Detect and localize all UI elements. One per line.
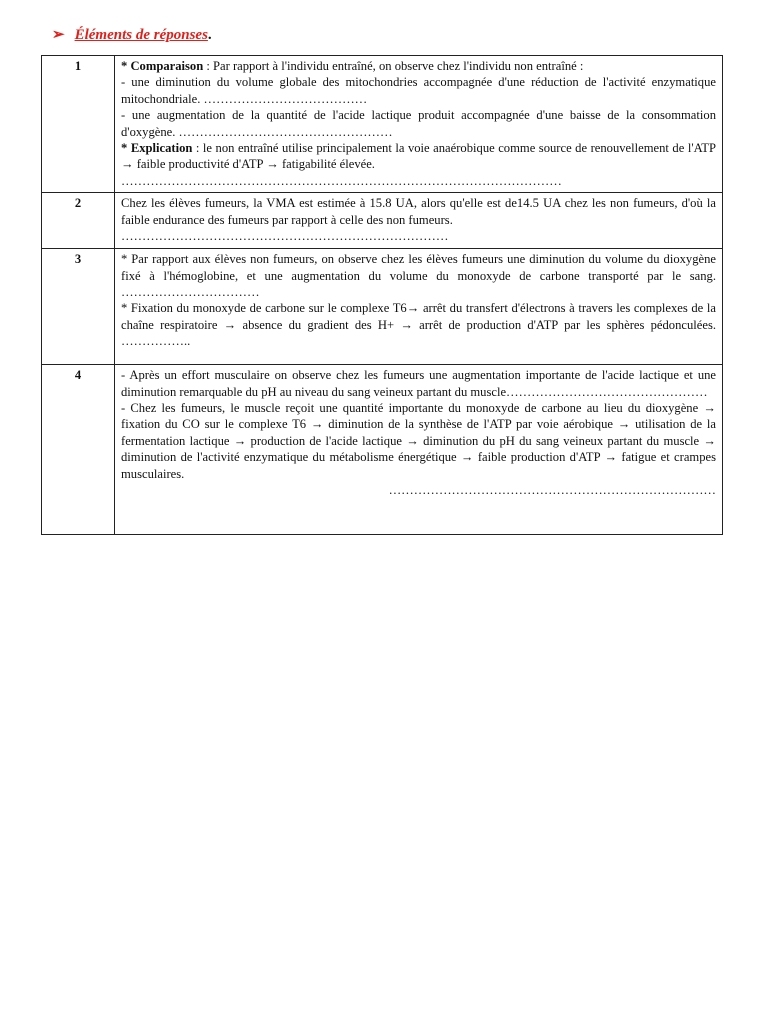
section-heading bbox=[52, 25, 212, 44]
comparaison-label: * Comparaison bbox=[121, 59, 204, 73]
answer-paragraph: * Par rapport aux élèves non fumeurs, on observe chez les élèves fumeurs une diminution du volume du dioxygène fixé à l'hémoglobine, et une augmentation du volume du monoxyde de carbone transporté par le sang. …………………………… bbox=[121, 252, 716, 300]
heading-title: Éléments de réponses bbox=[74, 27, 208, 43]
answer-paragraph: * Fixation du monoxyde de carbone sur le complexe T6→ arrêt du transfert d'électrons à travers les complexes de la chaîne respiratoire → absence du gradient des H+ → arrêt de production d'ATP par les sphères pédonculées. …………….. bbox=[121, 301, 716, 349]
answer-text: Chez les élèves fumeurs, la VMA est estimée à 15.8 UA, alors qu'elle est de14.5 UA chez les non fumeurs, d'où la faible endurance des fumeurs par rapport à celle des non fumeurs. bbox=[121, 196, 716, 227]
row-number: 3 bbox=[42, 249, 115, 365]
explication-line bbox=[121, 140, 716, 173]
table-row bbox=[42, 365, 723, 535]
comparaison-text: : Par rapport à l'individu entraîné, on observe chez l'individu non entraîné : bbox=[203, 59, 584, 73]
arrow-bullet-icon: ➢ bbox=[52, 27, 65, 43]
answer-dots: …………………………………………………………………… bbox=[121, 229, 449, 244]
comparaison-line bbox=[121, 58, 716, 74]
table-row bbox=[42, 56, 723, 193]
list-item: - une diminution du volume globale des mitochondries accompagnée d'une réduction de l'activité enzymatique mitochondriale. ………………………………… bbox=[121, 75, 716, 106]
heading-trailing-dot: . bbox=[207, 27, 212, 43]
answers-table bbox=[41, 55, 723, 535]
table-row bbox=[42, 193, 723, 249]
answer-dots: …………………………………………………………………… bbox=[388, 483, 716, 498]
row-content bbox=[115, 249, 723, 365]
row-content bbox=[115, 56, 723, 193]
answer-dots: …………………………………………………………………………………………… bbox=[121, 173, 562, 188]
row-content bbox=[115, 365, 723, 535]
explication-text: : le non entraîné utilise principalement la voie anaérobique comme source de renouvellement de l'ATP → faible productivité d'ATP → fatigabilité élevée. bbox=[121, 141, 716, 172]
row-content bbox=[115, 193, 723, 249]
answer-paragraph: - Après un effort musculaire on observe chez les fumeurs une augmentation importante de l'acide lactique et une diminution remarquable du pH au niveau du sang veineux partant du muscle………………………………………… bbox=[121, 368, 716, 399]
row-number: 2 bbox=[42, 193, 115, 249]
row-number: 1 bbox=[42, 56, 115, 193]
explication-label: * Explication bbox=[121, 141, 193, 156]
answer-paragraph: - Chez les fumeurs, le muscle reçoit une quantité importante du monoxyde de carbone au lieu du dioxygène → fixation du CO sur le complexe T6 → diminution de la synthèse de l'ATP par voie aérobique → utilisation de la fermentation lactique → production de l'acide lactique → diminution du pH du sang veineux partant du muscle → diminution de l'activité enzymatique du métabolisme énergétique → faible production d'ATP → fatigue et crampes musculaires. bbox=[121, 401, 716, 481]
list-item: - une augmentation de la quantité de l'acide lactique produit accompagnée d'une baisse de la consommation d'oxygène. …………………………………………… bbox=[121, 108, 716, 139]
row-number: 4 bbox=[42, 365, 115, 535]
table-row bbox=[42, 249, 723, 365]
